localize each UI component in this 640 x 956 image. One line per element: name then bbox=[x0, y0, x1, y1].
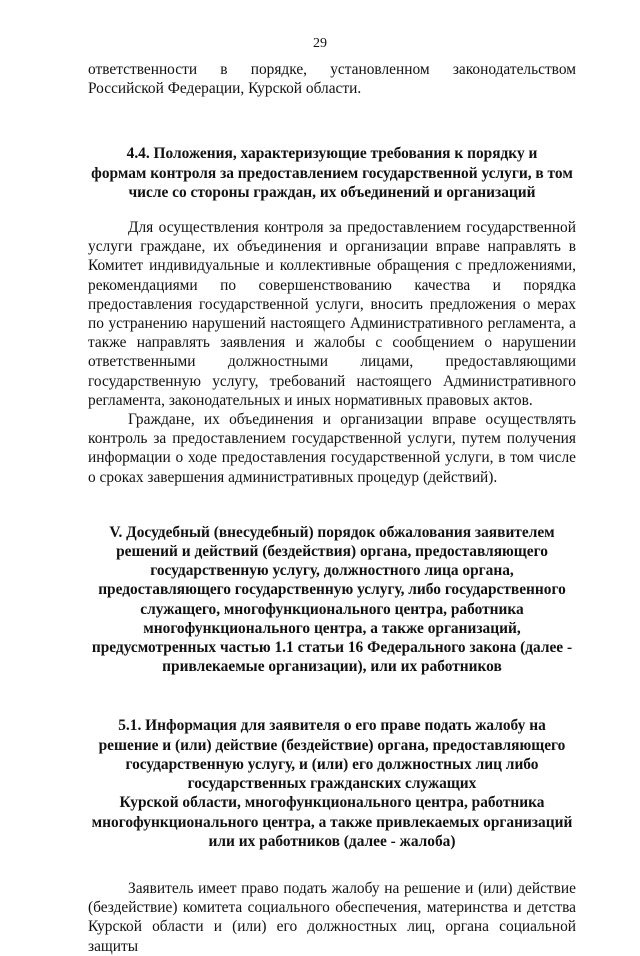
heading-line: многофункционального центра, а также привлекаемых организаций bbox=[91, 813, 573, 831]
section-4-4-heading bbox=[88, 144, 576, 202]
heading-line: числе со стороны граждан, их объединений и организаций bbox=[128, 183, 536, 201]
continuation-paragraph: ответственности в порядке, установленном законодательством Российской Федерации, Курской области. bbox=[88, 61, 576, 98]
section-v-heading bbox=[88, 523, 576, 677]
heading-line: формам контроля за предоставлением государственной услуги, в том bbox=[91, 164, 573, 182]
heading-line: V. Досудебный (внесудебный) порядок обжалования заявителем bbox=[109, 523, 555, 541]
heading-line: или их работников (далее - жалоба) bbox=[208, 832, 456, 850]
heading-line: 4.4. Положения, характеризующие требования к порядку и bbox=[126, 145, 538, 163]
heading-line: служащего, многофункционального центра, работника bbox=[140, 600, 524, 618]
heading-line: предоставляющего государственную услугу, либо государственного bbox=[98, 581, 566, 599]
complaint-paragraph: Заявитель имеет право подать жалобу на решение и (или) действие (бездействие) комитета социального обеспечения, материнства и детства Курской области и (или) его должностных лиц, органа социальной защиты bbox=[88, 879, 576, 955]
heading-line: государственную услугу, должностного лица органа, bbox=[150, 562, 514, 580]
heading-line: решение и (или) действие (бездействие) органа, предоставляющего bbox=[98, 736, 566, 754]
heading-line: предусмотренных частью 1.1 статьи 16 Федерального закона (далее - bbox=[91, 639, 573, 657]
heading-line: государственных гражданских служащих bbox=[187, 775, 477, 793]
heading-line: 5.1. Информация для заявителя о его праве подать жалобу на bbox=[118, 717, 546, 735]
heading-line: многофункционального центра, а также организаций, bbox=[143, 619, 521, 637]
control-paragraph: Для осуществления контроля за предоставлением государственной услуги граждане, их объединения и организации вправе направлять в Комитет индивидуальные и коллективные обращения с предложениями, рекомендациями по совершенствованию качества и порядка предоставления государственной услуги, вносить предложения о мерах по устранению нарушений настоящего Административного регламента, а также направлять заявления и жалобы с сообщением о нарушении ответственными должностными лицами, предоставляющими государственную услугу, требований настоящего Административного регламента, законодательных и иных нормативных правовых актов. bbox=[88, 219, 576, 409]
heading-line: привлекаемые организации), или их работников bbox=[162, 658, 502, 676]
control-paragraph: Граждане, их объединения и организации вправе осуществлять контроль за предоставлением государственной услуги, путем получения информации о ходе предоставления государственной услуги, в том числе о сроках завершения административных процедур (действий). bbox=[88, 411, 576, 486]
heading-line: Курской области, многофункционального центра, работника bbox=[119, 794, 545, 812]
heading-line: государственную услугу, и (или) его должностных лиц либо bbox=[125, 755, 539, 773]
document-page bbox=[88, 60, 576, 956]
heading-line: решений и действий (бездействия) органа, предоставляющего bbox=[116, 543, 548, 561]
page-number: 29 bbox=[313, 36, 327, 51]
section-5-1-heading bbox=[88, 716, 576, 850]
